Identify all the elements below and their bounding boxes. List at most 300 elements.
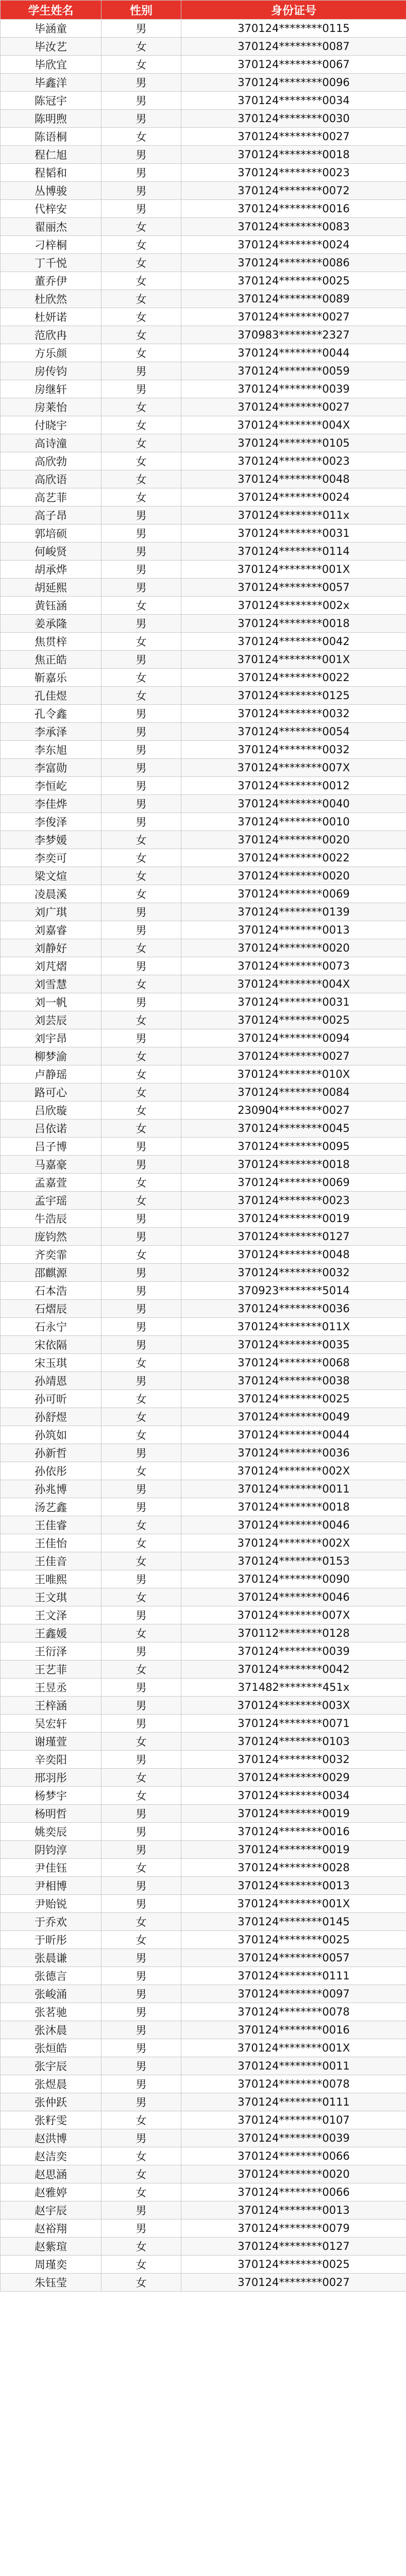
table-row	[1, 2039, 406, 2057]
gender-cell: 女	[102, 669, 181, 687]
id-number-cell: 370124********0125	[181, 687, 406, 705]
table-row	[1, 2201, 406, 2219]
id-number-cell: 370124********007X	[181, 1606, 406, 1624]
id-number-cell: 370124********0022	[181, 669, 406, 687]
student-name-cell: 孔佳煜	[1, 687, 102, 705]
table-row	[1, 1372, 406, 1390]
id-number-cell: 370124********001X	[181, 561, 406, 579]
gender-cell: 男	[102, 2201, 181, 2219]
id-number-cell: 370124********0042	[181, 633, 406, 651]
id-number-cell: 370124********0066	[181, 2147, 406, 2165]
gender-cell: 男	[102, 777, 181, 795]
student-name-cell: 王唯熙	[1, 1570, 102, 1588]
student-name-cell: 焦贯梓	[1, 633, 102, 651]
gender-cell: 男	[102, 164, 181, 182]
student-name-cell: 路可心	[1, 1083, 102, 1101]
student-name-cell: 李东旭	[1, 741, 102, 759]
gender-cell: 女	[102, 1733, 181, 1751]
id-number-cell: 370112********0128	[181, 1624, 406, 1642]
id-number-cell: 370124********0045	[181, 1120, 406, 1138]
student-name-cell: 王梓涵	[1, 1697, 102, 1715]
student-name-cell: 赵宇辰	[1, 2201, 102, 2219]
table-row	[1, 1769, 406, 1787]
student-name-cell: 丛博骏	[1, 182, 102, 200]
table-row	[1, 1877, 406, 1895]
gender-cell: 男	[102, 2057, 181, 2075]
table-row	[1, 362, 406, 380]
table-row	[1, 1516, 406, 1534]
gender-cell: 男	[102, 2219, 181, 2238]
student-name-cell: 邵麒源	[1, 1264, 102, 1282]
id-number-cell: 370124********0013	[181, 2201, 406, 2219]
table-row	[1, 272, 406, 290]
table-row	[1, 218, 406, 236]
student-name-cell: 石本浩	[1, 1282, 102, 1300]
gender-cell: 女	[102, 1462, 181, 1480]
table-row	[1, 1138, 406, 1156]
id-number-cell: 370124********0027	[181, 308, 406, 326]
gender-cell: 男	[102, 182, 181, 200]
id-number-cell: 370124********0027	[181, 2274, 406, 2292]
table-row	[1, 2183, 406, 2201]
table-row	[1, 1065, 406, 1083]
gender-cell: 女	[102, 2274, 181, 2292]
header-id-number: 身份证号	[181, 1, 406, 20]
student-name-cell: 胡延熙	[1, 579, 102, 597]
id-number-cell: 370124********0046	[181, 1516, 406, 1534]
table-row	[1, 1444, 406, 1462]
gender-cell: 女	[102, 326, 181, 344]
student-name-cell: 付晓宇	[1, 416, 102, 434]
gender-cell: 女	[102, 1588, 181, 1606]
gender-cell: 男	[102, 1444, 181, 1462]
id-number-cell: 370124********0044	[181, 1426, 406, 1444]
gender-cell: 女	[102, 597, 181, 615]
id-number-cell: 370124********0032	[181, 741, 406, 759]
table-row	[1, 1733, 406, 1751]
id-number-cell: 370124********0079	[181, 2219, 406, 2238]
student-name-cell: 焦正皓	[1, 651, 102, 669]
id-number-cell: 370124********0114	[181, 543, 406, 561]
table-row	[1, 1228, 406, 1246]
student-name-cell: 庞钧然	[1, 1228, 102, 1246]
gender-cell: 女	[102, 1065, 181, 1083]
gender-cell: 男	[102, 200, 181, 218]
student-name-cell: 张仲跃	[1, 2093, 102, 2111]
table-row	[1, 831, 406, 849]
table-row	[1, 543, 406, 561]
gender-cell: 女	[102, 2165, 181, 2183]
gender-cell: 男	[102, 1570, 181, 1588]
id-number-cell: 370124********0031	[181, 524, 406, 543]
table-row	[1, 615, 406, 633]
id-number-cell: 370124********0025	[181, 272, 406, 290]
student-name-cell: 孙靖恩	[1, 1372, 102, 1390]
gender-cell: 男	[102, 993, 181, 1011]
student-name-cell: 尹相博	[1, 1877, 102, 1895]
id-number-cell: 370124********0078	[181, 2003, 406, 2021]
gender-cell: 男	[102, 74, 181, 92]
id-number-cell: 370124********0035	[181, 1336, 406, 1354]
id-number-cell: 370124********0020	[181, 939, 406, 957]
gender-cell: 男	[102, 1372, 181, 1390]
student-name-cell: 张宇辰	[1, 2057, 102, 2075]
table-row	[1, 128, 406, 146]
id-number-cell: 370124********0028	[181, 1859, 406, 1877]
header-student-name: 学生姓名	[1, 1, 102, 20]
student-name-cell: 孙舒煜	[1, 1408, 102, 1426]
gender-cell: 女	[102, 1534, 181, 1552]
table-row	[1, 669, 406, 687]
student-name-cell: 刁梓桐	[1, 236, 102, 254]
student-name-cell: 杨明哲	[1, 1805, 102, 1823]
id-number-cell: 370124********0090	[181, 1570, 406, 1588]
table-row	[1, 2238, 406, 2256]
gender-cell: 女	[102, 1769, 181, 1787]
gender-cell: 女	[102, 1787, 181, 1805]
student-name-cell: 毕涵童	[1, 20, 102, 38]
id-number-cell: 370124********0145	[181, 1913, 406, 1931]
gender-cell: 男	[102, 506, 181, 524]
id-number-cell: 370124********0013	[181, 921, 406, 939]
id-number-cell: 370124********0016	[181, 2021, 406, 2039]
id-number-cell: 370124********0107	[181, 2111, 406, 2129]
table-row	[1, 741, 406, 759]
gender-cell: 女	[102, 975, 181, 993]
gender-cell: 女	[102, 1931, 181, 1949]
id-number-cell: 370124********0025	[181, 1390, 406, 1408]
id-number-cell: 370124********0067	[181, 56, 406, 74]
student-name-cell: 柳梦渝	[1, 1047, 102, 1065]
student-name-cell: 陈冠宇	[1, 92, 102, 110]
gender-cell: 男	[102, 1318, 181, 1336]
table-row	[1, 2274, 406, 2292]
student-name-cell: 汤艺鑫	[1, 1498, 102, 1516]
table-row	[1, 92, 406, 110]
student-name-cell: 杜欣然	[1, 290, 102, 308]
id-number-cell: 370124********0046	[181, 1588, 406, 1606]
id-number-cell: 370124********0139	[181, 903, 406, 921]
student-name-cell: 马嘉豪	[1, 1156, 102, 1174]
table-row	[1, 1498, 406, 1516]
gender-cell: 女	[102, 1426, 181, 1444]
student-name-cell: 张烜皓	[1, 2039, 102, 2057]
gender-cell: 男	[102, 1282, 181, 1300]
table-row	[1, 1787, 406, 1805]
gender-cell: 女	[102, 885, 181, 903]
id-number-cell: 370124********0039	[181, 380, 406, 398]
id-number-cell: 370124********0023	[181, 164, 406, 182]
id-number-cell: 370124********002x	[181, 597, 406, 615]
student-name-cell: 王衍泽	[1, 1642, 102, 1660]
student-name-cell: 房继轩	[1, 380, 102, 398]
id-number-cell: 370124********002X	[181, 1534, 406, 1552]
student-name-cell: 刘静好	[1, 939, 102, 957]
table-row	[1, 1318, 406, 1336]
student-name-cell: 于乔欢	[1, 1913, 102, 1931]
id-number-cell: 370124********0153	[181, 1552, 406, 1570]
student-name-cell: 吕子博	[1, 1138, 102, 1156]
gender-cell: 女	[102, 1552, 181, 1570]
table-row	[1, 2075, 406, 2093]
gender-cell: 男	[102, 615, 181, 633]
gender-cell: 男	[102, 813, 181, 831]
table-row	[1, 921, 406, 939]
student-name-cell: 赵洁奕	[1, 2147, 102, 2165]
student-name-cell: 赵紫瑄	[1, 2238, 102, 2256]
gender-cell: 男	[102, 1498, 181, 1516]
gender-cell: 女	[102, 1047, 181, 1065]
student-name-cell: 梁文煊	[1, 867, 102, 885]
student-name-cell: 尹贻锐	[1, 1895, 102, 1913]
gender-cell: 男	[102, 1751, 181, 1769]
gender-cell: 女	[102, 290, 181, 308]
table-row	[1, 867, 406, 885]
id-number-cell: 370124********0048	[181, 470, 406, 488]
gender-cell: 男	[102, 1138, 181, 1156]
table-row	[1, 1282, 406, 1300]
table-row	[1, 1588, 406, 1606]
table-row	[1, 1426, 406, 1444]
id-number-cell: 370124********0030	[181, 110, 406, 128]
table-row	[1, 1552, 406, 1570]
id-number-cell: 370124********0044	[181, 344, 406, 362]
table-row	[1, 1462, 406, 1480]
header-gender: 性别	[102, 1, 181, 20]
id-number-cell: 370124********0069	[181, 1174, 406, 1192]
id-number-cell: 370124********0059	[181, 362, 406, 380]
table-row	[1, 1083, 406, 1101]
gender-cell: 男	[102, 362, 181, 380]
id-number-cell: 370124********0029	[181, 1769, 406, 1787]
table-row	[1, 1156, 406, 1174]
table-row	[1, 849, 406, 867]
gender-cell: 男	[102, 1949, 181, 1967]
gender-cell: 女	[102, 1354, 181, 1372]
student-name-cell: 高艺菲	[1, 488, 102, 506]
id-number-cell: 370124********0054	[181, 723, 406, 741]
id-number-cell: 370124********0016	[181, 200, 406, 218]
student-name-cell: 毕鑫洋	[1, 74, 102, 92]
gender-cell: 男	[102, 957, 181, 975]
id-number-cell: 370124********0057	[181, 579, 406, 597]
student-name-cell: 赵雅婷	[1, 2183, 102, 2201]
id-number-cell: 370124********010X	[181, 1065, 406, 1083]
table-row	[1, 597, 406, 615]
student-name-cell: 王昱丞	[1, 1679, 102, 1697]
id-number-cell: 370124********0032	[181, 1264, 406, 1282]
gender-cell: 男	[102, 1300, 181, 1318]
id-number-cell: 370124********0094	[181, 1029, 406, 1047]
id-number-cell: 370124********0023	[181, 452, 406, 470]
gender-cell: 女	[102, 633, 181, 651]
student-name-cell: 郭培硕	[1, 524, 102, 543]
student-name-cell: 孙兆博	[1, 1480, 102, 1498]
student-name-cell: 王佳睿	[1, 1516, 102, 1534]
table-row	[1, 723, 406, 741]
id-number-cell: 370124********0068	[181, 1354, 406, 1372]
id-number-cell: 370124********0073	[181, 957, 406, 975]
student-name-cell: 刘芸辰	[1, 1011, 102, 1029]
student-name-cell: 李承泽	[1, 723, 102, 741]
id-number-cell: 370124********0032	[181, 705, 406, 723]
id-number-cell: 370124********0020	[181, 867, 406, 885]
student-name-cell: 孙新哲	[1, 1444, 102, 1462]
table-row	[1, 1841, 406, 1859]
table-row	[1, 1985, 406, 2003]
gender-cell: 男	[102, 110, 181, 128]
gender-cell: 女	[102, 1011, 181, 1029]
gender-cell: 女	[102, 470, 181, 488]
id-number-cell: 370124********0036	[181, 1300, 406, 1318]
student-name-cell: 吕依诺	[1, 1120, 102, 1138]
student-name-cell: 赵思涵	[1, 2165, 102, 2183]
id-number-cell: 370124********0011	[181, 2057, 406, 2075]
gender-cell: 女	[102, 687, 181, 705]
student-name-cell: 张茗驰	[1, 2003, 102, 2021]
table-row	[1, 579, 406, 597]
id-number-cell: 370124********0084	[181, 1083, 406, 1101]
student-name-cell: 李梦媛	[1, 831, 102, 849]
student-name-cell: 陈明煦	[1, 110, 102, 128]
gender-cell: 女	[102, 2147, 181, 2165]
student-name-cell: 王佳怡	[1, 1534, 102, 1552]
id-number-cell: 370124********0071	[181, 1715, 406, 1733]
gender-cell: 女	[102, 236, 181, 254]
table-row	[1, 1913, 406, 1931]
gender-cell: 男	[102, 2039, 181, 2057]
table-row	[1, 1390, 406, 1408]
id-number-cell: 370124********0025	[181, 1931, 406, 1949]
gender-cell: 女	[102, 1859, 181, 1877]
id-number-cell: 370124********0083	[181, 218, 406, 236]
id-number-cell: 370124********0039	[181, 1642, 406, 1660]
gender-cell: 男	[102, 651, 181, 669]
table-row	[1, 1011, 406, 1029]
student-name-cell: 翟丽杰	[1, 218, 102, 236]
student-name-cell: 孙筑如	[1, 1426, 102, 1444]
table-row	[1, 1606, 406, 1624]
student-name-cell: 高诗潼	[1, 434, 102, 452]
id-number-cell: 370124********004X	[181, 975, 406, 993]
gender-cell: 女	[102, 416, 181, 434]
student-name-cell: 宋依隔	[1, 1336, 102, 1354]
table-row	[1, 2093, 406, 2111]
student-name-cell: 王文泽	[1, 1606, 102, 1624]
table-row	[1, 74, 406, 92]
gender-cell: 男	[102, 1264, 181, 1282]
table-row	[1, 759, 406, 777]
gender-cell: 女	[102, 1174, 181, 1192]
table-row	[1, 2147, 406, 2165]
table-row	[1, 2256, 406, 2274]
gender-cell: 男	[102, 1642, 181, 1660]
student-name-cell: 杨梦宇	[1, 1787, 102, 1805]
table-row	[1, 975, 406, 993]
gender-cell: 女	[102, 218, 181, 236]
student-name-cell: 陈语桐	[1, 128, 102, 146]
table-row	[1, 1101, 406, 1120]
gender-cell: 女	[102, 272, 181, 290]
student-name-cell: 吴宏轩	[1, 1715, 102, 1733]
gender-cell: 女	[102, 1660, 181, 1679]
gender-cell: 男	[102, 1697, 181, 1715]
student-name-cell: 赵裕翔	[1, 2219, 102, 2238]
gender-cell: 女	[102, 56, 181, 74]
table-row	[1, 380, 406, 398]
gender-cell: 男	[102, 2021, 181, 2039]
table-row	[1, 1246, 406, 1264]
gender-cell: 女	[102, 831, 181, 849]
table-row	[1, 1715, 406, 1733]
id-number-cell: 370124********0023	[181, 1192, 406, 1210]
table-row	[1, 524, 406, 543]
student-name-cell: 董乔伊	[1, 272, 102, 290]
gender-cell: 男	[102, 741, 181, 759]
student-name-cell: 程韬和	[1, 164, 102, 182]
gender-cell: 女	[102, 1083, 181, 1101]
gender-cell: 男	[102, 380, 181, 398]
table-row	[1, 1192, 406, 1210]
table-row	[1, 885, 406, 903]
student-name-cell: 谢瑾萱	[1, 1733, 102, 1751]
gender-cell: 男	[102, 579, 181, 597]
gender-cell: 男	[102, 1805, 181, 1823]
id-number-cell: 370124********001X	[181, 1895, 406, 1913]
table-row	[1, 939, 406, 957]
table-row	[1, 344, 406, 362]
table-row	[1, 2003, 406, 2021]
student-name-cell: 房莱怡	[1, 398, 102, 416]
id-number-cell: 370124********0049	[181, 1408, 406, 1426]
id-number-cell: 370124********0032	[181, 1751, 406, 1769]
student-name-cell: 邢羽彤	[1, 1769, 102, 1787]
gender-cell: 女	[102, 1913, 181, 1931]
student-name-cell: 张煜晨	[1, 2075, 102, 2093]
student-name-cell: 毕汝艺	[1, 38, 102, 56]
id-number-cell: 370124********0066	[181, 2183, 406, 2201]
header-row	[1, 1, 406, 20]
gender-cell: 男	[102, 903, 181, 921]
id-number-cell: 370124********0105	[181, 434, 406, 452]
gender-cell: 女	[102, 2256, 181, 2274]
table-row	[1, 1408, 406, 1426]
student-name-cell: 靳嘉乐	[1, 669, 102, 687]
id-number-cell: 370124********004X	[181, 416, 406, 434]
gender-cell: 女	[102, 1192, 181, 1210]
student-name-cell: 程仁旭	[1, 146, 102, 164]
id-number-cell: 370124********001X	[181, 2039, 406, 2057]
student-name-cell: 刘芃熠	[1, 957, 102, 975]
table-row	[1, 2111, 406, 2129]
table-row	[1, 1120, 406, 1138]
gender-cell: 男	[102, 2129, 181, 2147]
student-name-cell: 刘宇昂	[1, 1029, 102, 1047]
student-name-cell: 孟宇瑶	[1, 1192, 102, 1210]
gender-cell: 男	[102, 1895, 181, 1913]
id-number-cell: 370124********0019	[181, 1805, 406, 1823]
student-name-cell: 方乐颜	[1, 344, 102, 362]
id-number-cell: 370124********0103	[181, 1733, 406, 1751]
student-name-cell: 牛浩辰	[1, 1210, 102, 1228]
id-number-cell: 370124********0018	[181, 615, 406, 633]
table-row	[1, 1895, 406, 1913]
table-row	[1, 1859, 406, 1877]
id-number-cell: 370124********0018	[181, 146, 406, 164]
gender-cell: 男	[102, 1228, 181, 1246]
table-row	[1, 957, 406, 975]
student-name-cell: 张德言	[1, 1967, 102, 1985]
